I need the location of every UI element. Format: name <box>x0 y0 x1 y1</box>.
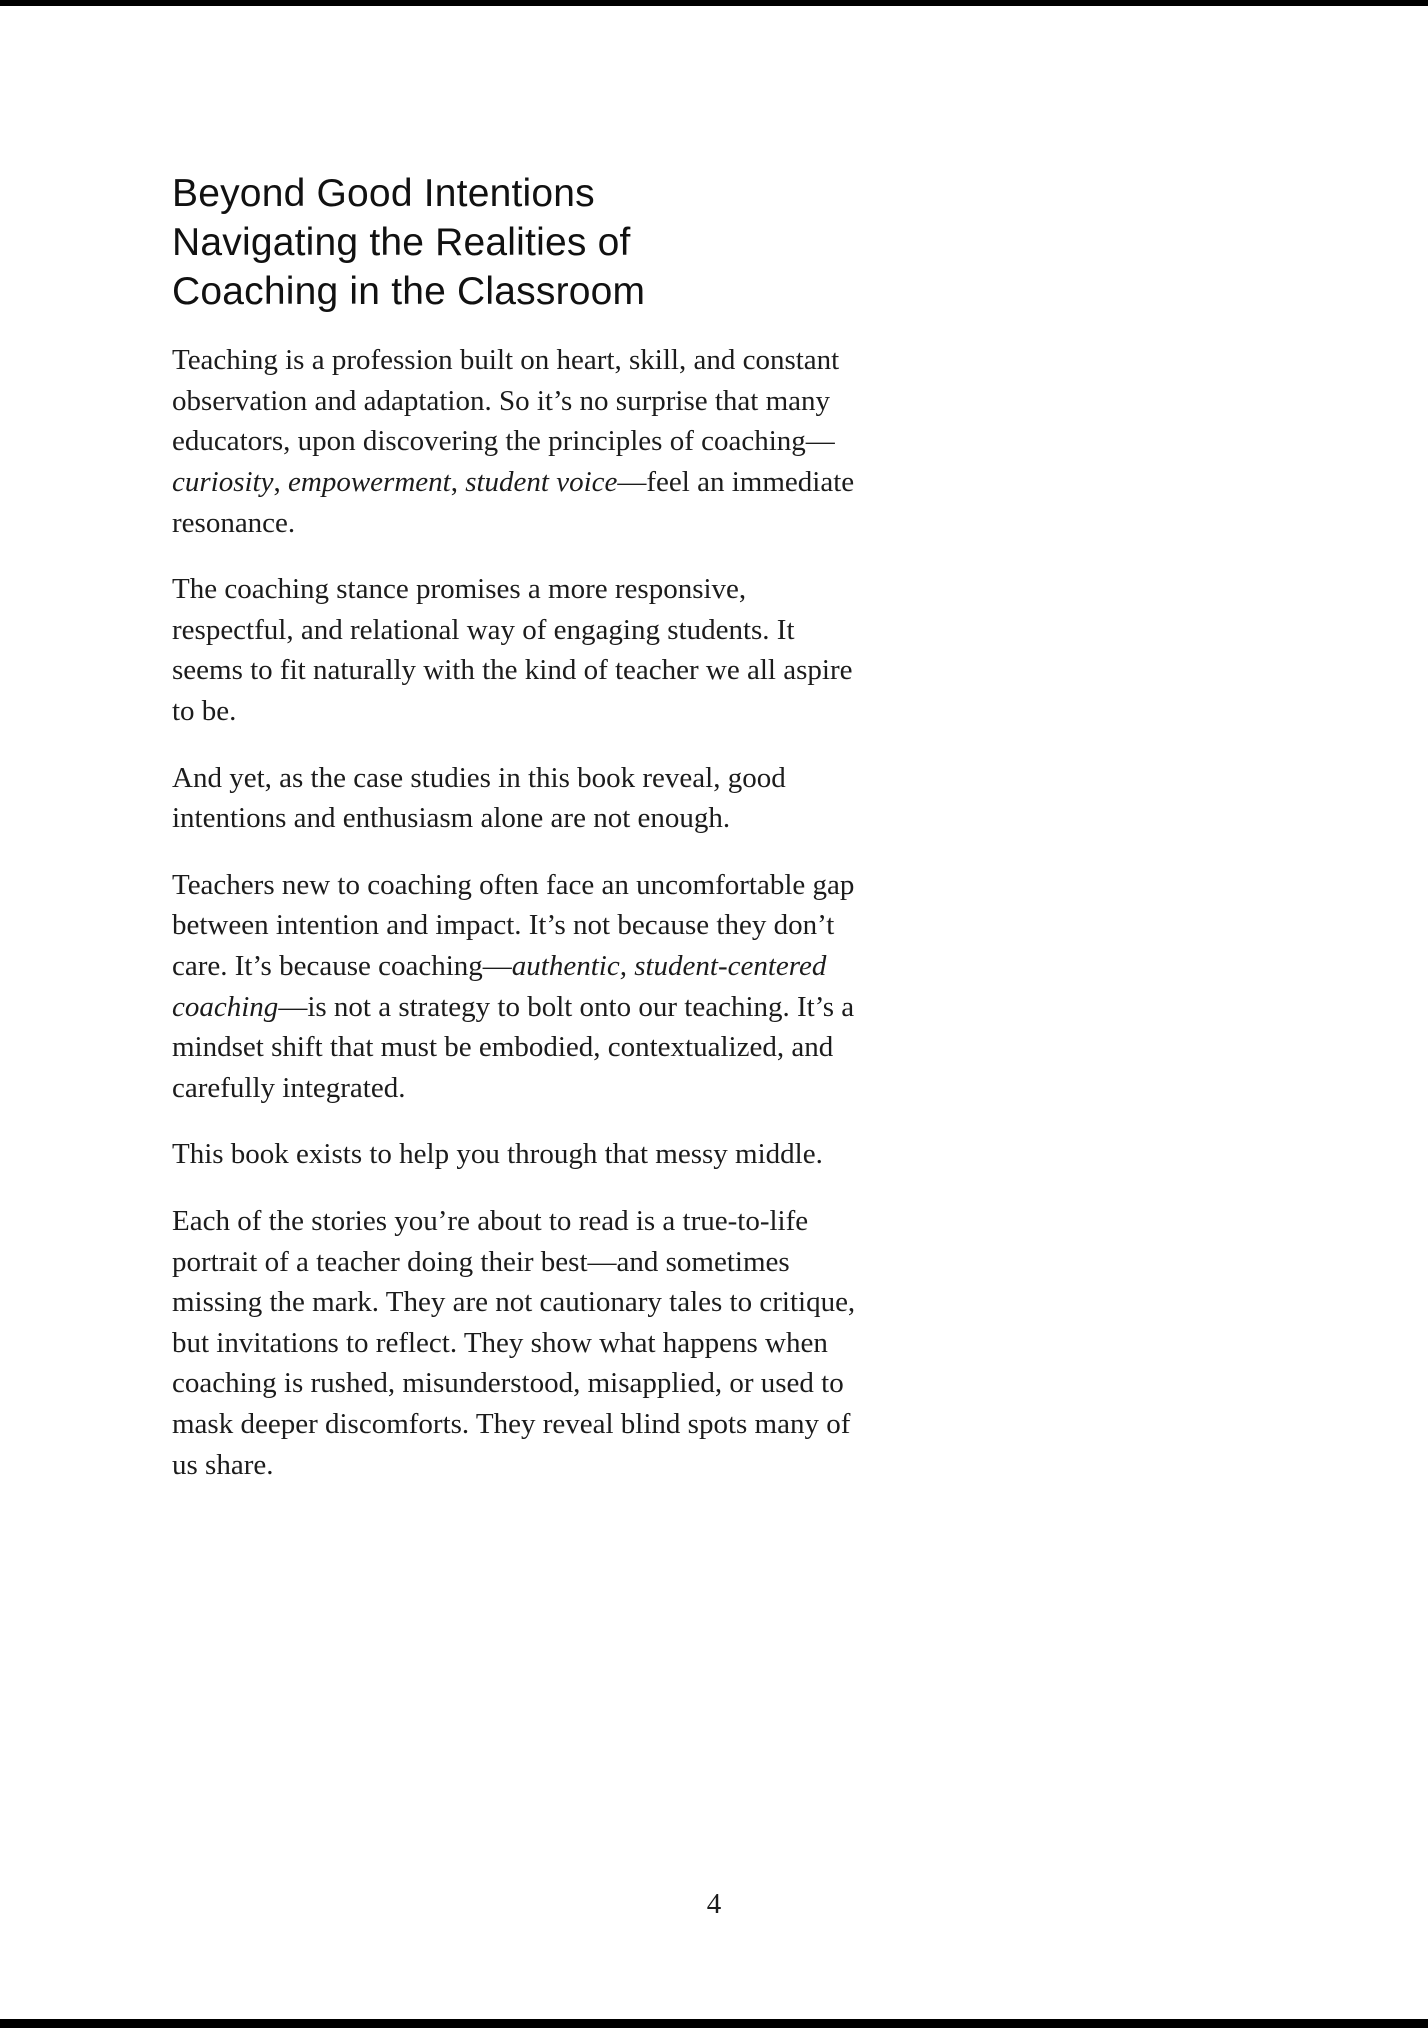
text-run: —is not a strategy to bolt onto our teaching. It’s a mindset shift that must be embodied, contextualized, and carefully integrated. <box>172 990 855 1104</box>
heading-line-1: Beyond Good Intentions <box>172 172 595 215</box>
chapter-heading <box>172 170 872 316</box>
text-run: And yet, as the case studies in this book reveal, good intentions and enthusiasm alone are not enough. <box>172 761 786 835</box>
paragraph <box>172 340 872 543</box>
paragraph <box>172 865 872 1109</box>
text-run: Teaching is a profession built on heart, skill, and constant observation and adaptation. So it’s no surprise that many educators, upon discovering the principles of coaching— <box>172 344 840 458</box>
italic-text-run: empowerment <box>288 466 451 499</box>
italic-text-run: student voice <box>465 466 618 499</box>
page-number: 4 <box>706 1888 722 1920</box>
text-run: This book exists to help you through that messy middle. <box>172 1138 823 1171</box>
text-run: —feel an immediate resonance. <box>172 466 855 539</box>
text-run: The coaching stance promises a more responsive, respectful, and relational way of engaging students. It seems to fit naturally with the kind of teacher we all aspire to be. <box>172 573 853 727</box>
italic-text-run: authentic, student-centered coaching <box>172 949 827 1023</box>
text-run: , <box>450 466 466 499</box>
text-run: Each of the stories you’re about to read is a true-to-life portrait of a teacher doing their best—and sometimes missing the mark. They are not cautionary tales to critique, but invitations to reflect. They show what happens when coaching is rushed, misunderstood, misapplied, or used to mask deeper discomforts. They reveal blind spots many of us share. <box>172 1204 856 1481</box>
paragraph <box>172 569 872 731</box>
text-run: , <box>273 466 288 499</box>
paragraph <box>172 1201 872 1485</box>
heading-line-2: Navigating the Realities of <box>172 220 631 264</box>
page-content <box>172 170 872 1511</box>
heading-line-3: Coaching in the Classroom <box>172 269 646 313</box>
paragraph <box>172 758 872 839</box>
bottom-edge-bar <box>0 2019 1428 2028</box>
top-edge-bar <box>0 0 1428 6</box>
paragraph <box>172 1134 872 1175</box>
paragraphs <box>172 340 872 1485</box>
italic-text-run: curiosity <box>172 466 274 499</box>
text-run: Teachers new to coaching often face an uncomfortable gap between intention and impact. It’s not because they don’t care. It’s because coaching— <box>172 868 855 982</box>
